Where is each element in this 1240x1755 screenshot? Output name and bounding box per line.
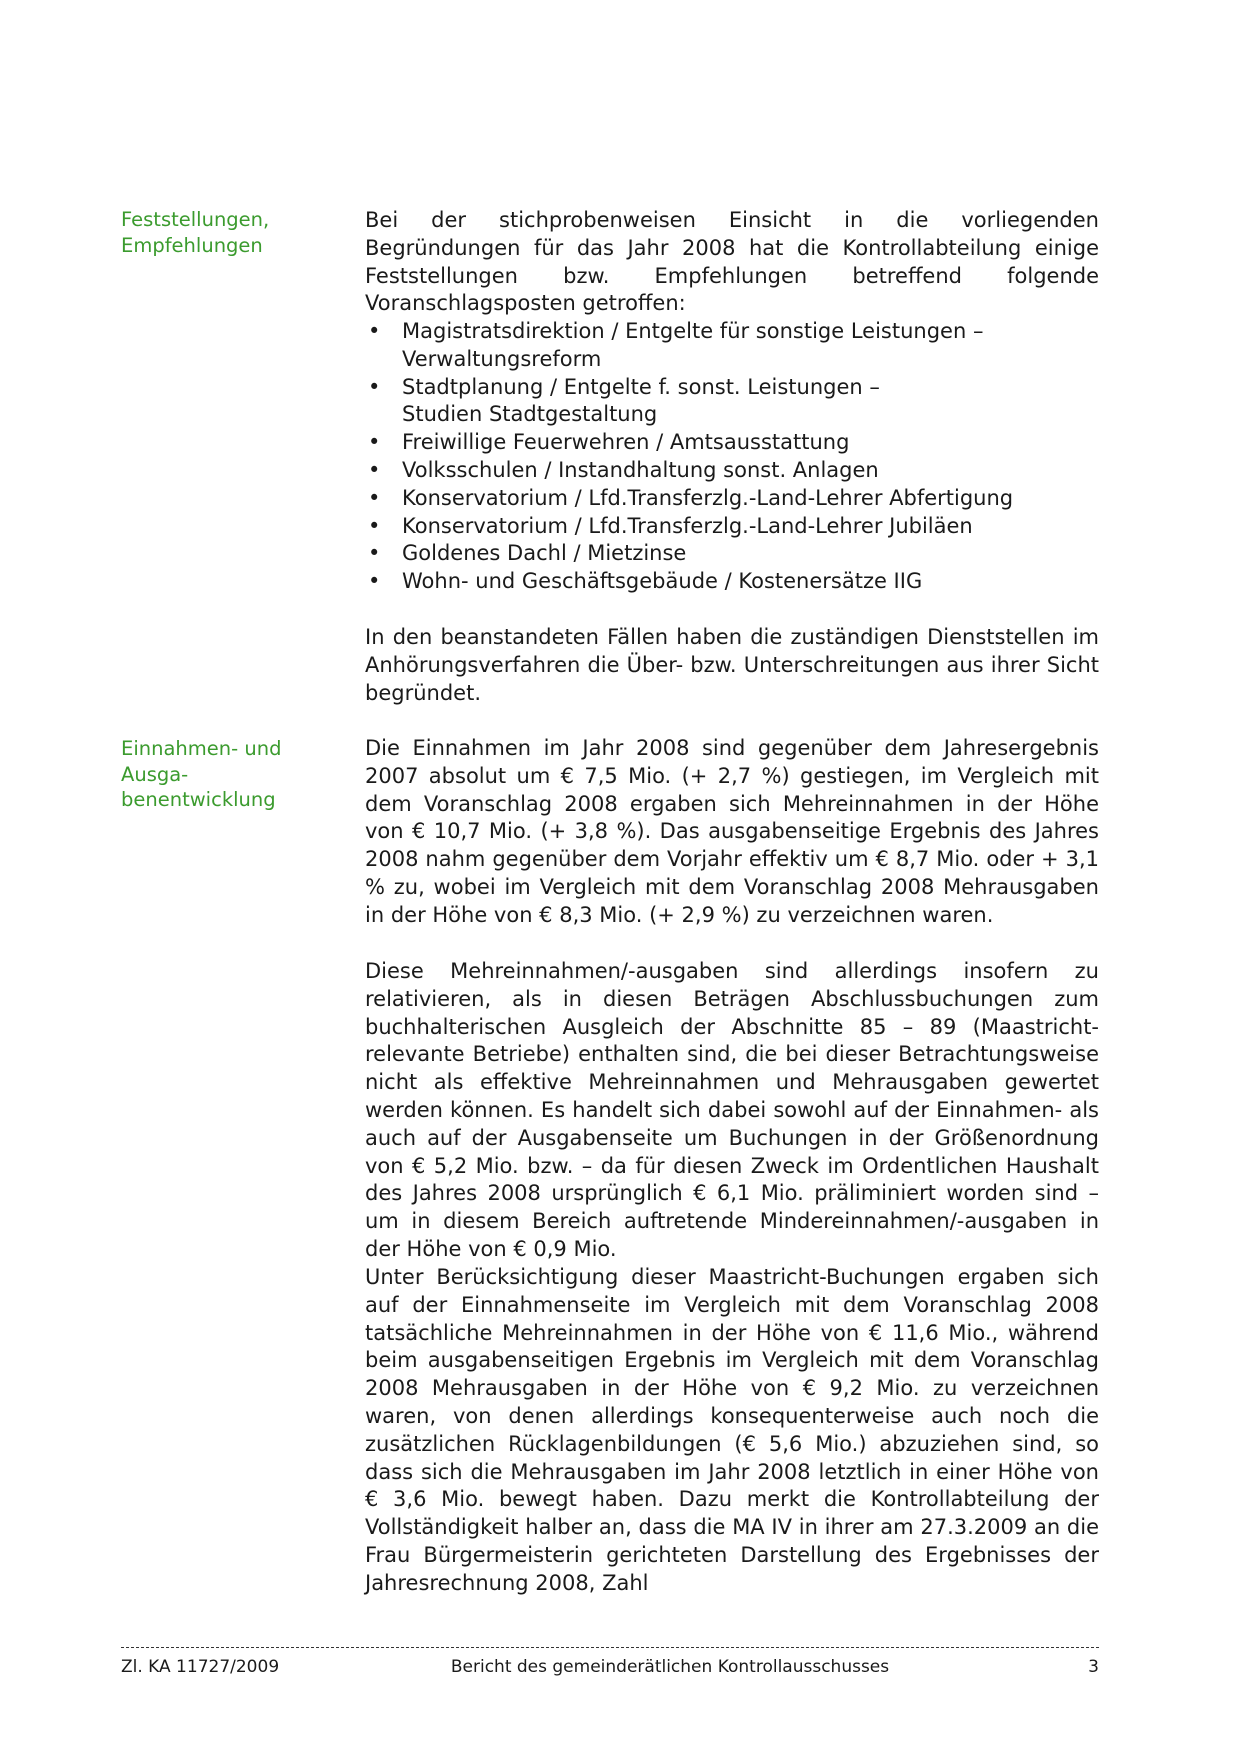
einnahmen-paragraph-3 [365,1264,1099,1598]
list-item-line: Volksschulen / Instandhaltung sonst. Anlagen [402,457,879,482]
list-item [365,318,1099,374]
closing-paragraph [365,624,1099,707]
bullet-icon: • [368,485,381,510]
margin-note-einnahmen [121,736,351,813]
bullet-icon: • [368,457,381,482]
paragraph-text: Die Einnahmen im Jahr 2008 sind gegenüber dem Jahresergebnis 2007 absolut um € 7,5 Mio. (+ 2,7 %) gestiegen, im Vergleich mit dem Voranschlag 2008 ergaben sich Mehreinnahmen in der Höhe von € 10,7 Mio. (+ 3,8 %). Das ausgabenseitige Ergebnis des Jahres 2008 nahm gegenüber dem Vorjahr effektiv um € 8,7 Mio. oder + 3,1 % zu, wobei im Vergleich mit dem Voranschlag 2008 Mehrausgaben in der Höhe von € 8,3 Mio. (+ 2,9 %) zu verzeichnen waren. [365,736,1099,927]
list-item [365,429,1099,457]
list-item-line: Verwaltungsreform [402,346,602,371]
list-item-line: Konservatorium / Lfd.Transferzlg.-Land-Lehrer Jubiläen [402,513,973,538]
footer-reference: Zl. KA 11727/2009 [121,1657,280,1677]
list-item [365,513,1099,541]
list-item [365,540,1099,568]
intro-text: Bei der stichprobenweisen Einsicht in die vorliegenden Begründungen für das Jahr 2008 hat die Kontrollabteilung einige Feststellungen bzw. Empfehlungen betreffend folgende Voranschlagsposten getroffen: [365,208,1099,316]
intro-paragraph [365,207,1099,318]
paragraph-text: Unter Berücksichtigung dieser Maastricht-Buchungen ergaben sich auf der Einnahmenseite im Vergleich mit dem Voranschlag 2008 tatsächliche Mehreinnahmen in der Höhe von € 11,6 Mio., während beim ausgabenseitigen Ergebnis im Vergleich mit dem Voranschlag 2008 Mehrausgaben in der Höhe von € 9,2 Mio. zu verzeichnen waren, von denen allerdings konsequenterweise auch noch die zusätzlichen Rücklagenbildungen (€ 5,6 Mio.) abzuziehen sind, so dass sich die Mehrausgaben im Jahr 2008 letztlich in einer Höhe von € 3,6 Mio. bewegt haben. Dazu merkt die Kontrollabteilung der Vollständigkeit halber an, dass die MA IV in ihrer am 27.3.2009 an die Frau Bürgermeisterin gerichteten Darstellung des Ergebnisses der Jahresrechnung 2008, Zahl [365,1265,1099,1595]
margin-note-line: Feststellungen, [121,208,270,231]
list-item [365,568,1099,596]
list-item [365,457,1099,485]
list-item-line: Goldenes Dachl / Mietzinse [402,541,687,566]
bullet-icon: • [368,319,381,343]
bullet-icon: • [368,541,381,566]
closing-text: In den beanstandeten Fällen haben die zuständigen Dienststellen im Anhörungsverfahren die Über- bzw. Unterschreitungen aus ihrer Sicht begründet. [365,625,1099,705]
bullet-icon: • [368,569,381,594]
margin-note-feststellungen [121,207,351,258]
list-item-line: Konservatorium / Lfd.Transferzlg.-Land-Lehrer Abfertigung [402,485,1014,510]
voranschlagsposten-list [365,318,1099,596]
margin-note-line: Empfehlungen [121,233,263,257]
footer-divider [121,1647,1099,1648]
list-item-line: Studien Stadtgestaltung [402,402,658,427]
margin-note-line: benentwicklung [121,788,276,811]
bullet-icon: • [368,374,381,399]
list-item-line: Wohn- und Geschäftsgebäude / Kostenersätze IIG [402,569,923,594]
list-item [365,485,1099,513]
einnahmen-paragraph-2 [365,958,1099,1264]
bullet-icon: • [368,430,381,455]
paragraph-text: Diese Mehreinnahmen/-ausgaben sind allerdings insofern zu relativieren, als in diesen Beträgen Abschlussbuchungen zum buchhalterischen Ausgleich der Abschnitte 85 – 89 (Maastricht-relevante Betriebe) enthalten sind, die bei dieser Betrachtungsweise nicht als effektive Mehreinnahmen und Mehrausgaben gewertet werden können. Es handelt sich dabei sowohl auf der Einnahmen- als auch auf der Ausgabenseite um Buchungen in der Größenordnung von € 5,2 Mio. bzw. – da für diesen Zweck im Ordentlichen Haushalt des Jahres 2008 ursprünglich € 6,1 Mio. präliminiert worden sind – um in diesem Bereich auftretende Mindereinnahmen/-ausgaben in der Höhe von € 0,9 Mio. [365,959,1099,1261]
list-item-line: Freiwillige Feuerwehren / Amtsausstattung [402,430,850,455]
einnahmen-paragraph-1 [365,735,1099,930]
margin-note-line: Einnahmen- und Ausga- [121,737,282,786]
footer-title: Bericht des gemeinderätlichen Kontrollausschusses [450,1657,890,1677]
list-item-line: Stadtplanung / Entgelte f. sonst. Leistungen – [402,374,880,399]
list-item-line: Magistratsdirektion / Entgelte für sonstige Leistungen – [402,319,984,343]
bullet-icon: • [368,513,381,538]
footer-page-number: 3 [1088,1657,1099,1677]
list-item [365,374,1099,430]
